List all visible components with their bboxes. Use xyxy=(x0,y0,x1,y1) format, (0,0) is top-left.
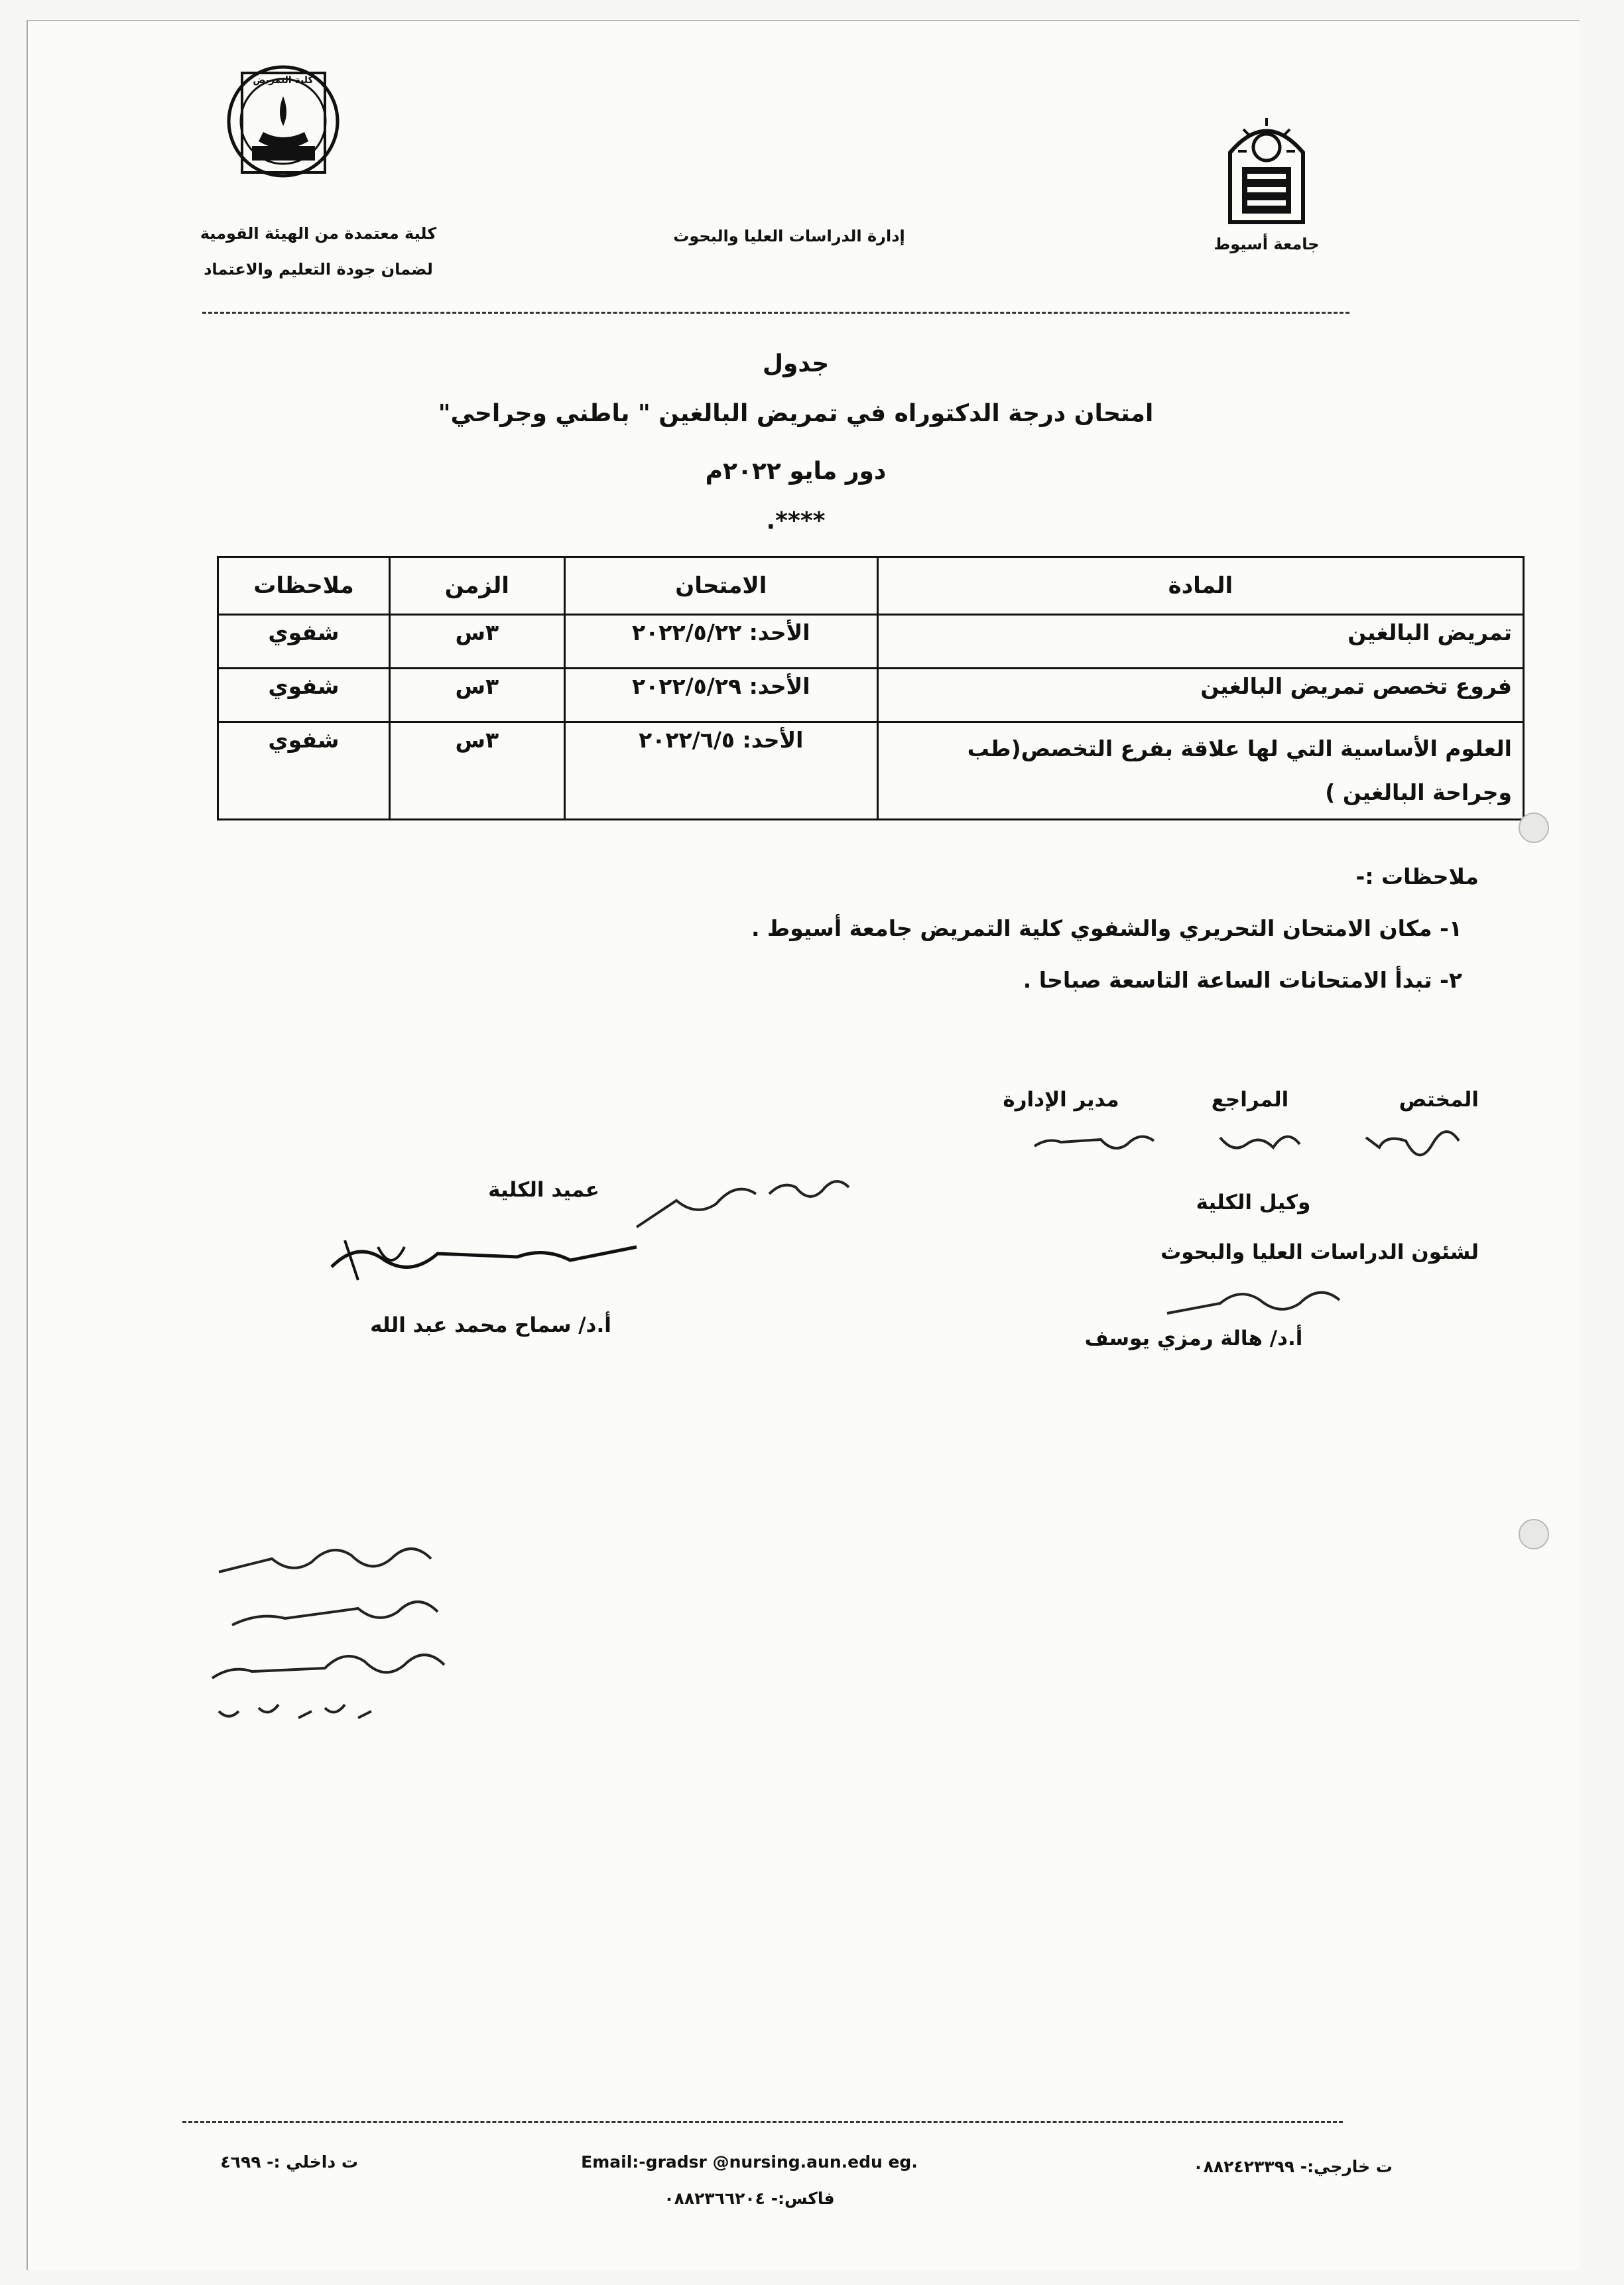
note-item-2: ٢- تبدأ الامتحانات الساعة التاسعة صباحا . xyxy=(1023,967,1462,993)
dean-name: أ.د/ سماح محمد عبد الله xyxy=(370,1313,611,1337)
header-time: الزمن xyxy=(389,557,564,615)
vice-dean-title: وكيل الكلية xyxy=(1196,1191,1311,1214)
doc-title-schedule: جدول xyxy=(762,350,830,377)
table-row xyxy=(218,615,1524,669)
footer-internal-phone: ت داخلي :- ٤٦٩٩ xyxy=(220,2152,358,2172)
vice-dean-signature xyxy=(1141,1273,1353,1333)
footer-divider xyxy=(182,2121,1343,2123)
header-divider xyxy=(202,312,1349,314)
header-subject: المادة xyxy=(877,557,1523,615)
table-row xyxy=(218,722,1524,820)
cell-exam: الأحد: ٢٠٢٢/٦/٥ xyxy=(564,722,877,820)
assiut-university-logo xyxy=(1223,106,1310,226)
cell-notes: شفوي xyxy=(218,669,390,722)
department-name: إدارة الدراسات العليا والبحوث xyxy=(673,227,905,245)
cell-notes: شفوي xyxy=(218,722,390,820)
cell-exam: الأحد: ٢٠٢٢/٥/٢٢ xyxy=(564,615,877,669)
exam-schedule-table xyxy=(217,556,1525,820)
cell-notes: شفوي xyxy=(218,615,390,669)
university-name: جامعة أسيوط xyxy=(1214,235,1320,253)
doc-title-exam: امتحان درجة الدكتوراه في تمريض البالغين " باطني وجراحي" xyxy=(438,400,1154,427)
cell-time: ٣س xyxy=(389,615,564,669)
role-specialist: المختص xyxy=(1399,1088,1479,1112)
handwritten-annotation xyxy=(153,1519,471,1731)
header-exam: الامتحان xyxy=(564,557,877,615)
doc-title-session: دور مايو ٢٠٢٢م xyxy=(705,458,887,485)
cell-time: ٣س xyxy=(389,722,564,820)
table-row xyxy=(218,669,1524,722)
handwritten-signatures-row xyxy=(981,1114,1485,1167)
accreditation-line-2: لضمان جودة التعليم والاعتماد xyxy=(204,260,433,279)
footer-external-phone: ت خارجي:- ٠٨٨٢٤٢٣٣٩٩ xyxy=(1193,2157,1393,2176)
dean-signature xyxy=(318,1220,663,1293)
footer-fax: فاكس:- ٠٨٨٢٣٦٦٢٠٤ xyxy=(664,2189,835,2208)
vice-dean-name: أ.د/ هالة رمزي يوسف xyxy=(1084,1327,1303,1350)
role-admin-manager: مدير الإدارة xyxy=(1003,1088,1119,1112)
vice-dean-title-2: لشئون الدراسات العليا والبحوث xyxy=(1160,1240,1479,1264)
cell-subject: فروع تخصص تمريض البالغين xyxy=(877,669,1523,722)
cell-subject: تمريض البالغين xyxy=(877,615,1523,669)
cell-exam: الأحد: ٢٠٢٢/٥/٢٩ xyxy=(564,669,877,722)
note-item-1: ١- مكان الامتحان التحريري والشفوي كلية التمريض جامعة أسيوط . xyxy=(751,915,1462,941)
svg-text:كلية التمريض: كلية التمريض xyxy=(253,75,314,86)
punch-hole-top xyxy=(1519,813,1549,843)
dean-title: عميد الكلية xyxy=(488,1178,599,1202)
title-stars: ****. xyxy=(766,507,826,535)
header-notes: ملاحظات xyxy=(218,557,390,615)
faculty-of-nursing-logo xyxy=(222,63,345,179)
cell-subject: العلوم الأساسية التي لها علاقة بفرع التخصص(طب وجراحة البالغين ) xyxy=(877,722,1523,820)
punch-hole-bottom xyxy=(1519,1519,1549,1549)
notes-heading: ملاحظات :- xyxy=(1355,864,1479,889)
cell-time: ٣س xyxy=(389,669,564,722)
table-header-row xyxy=(218,557,1524,615)
role-reviewer: المراجع xyxy=(1211,1088,1289,1112)
footer-email: Email:-gradsr @nursing.aun.edu eg. xyxy=(581,2152,918,2172)
accreditation-line-1: كلية معتمدة من الهيئة القومية xyxy=(200,224,437,243)
